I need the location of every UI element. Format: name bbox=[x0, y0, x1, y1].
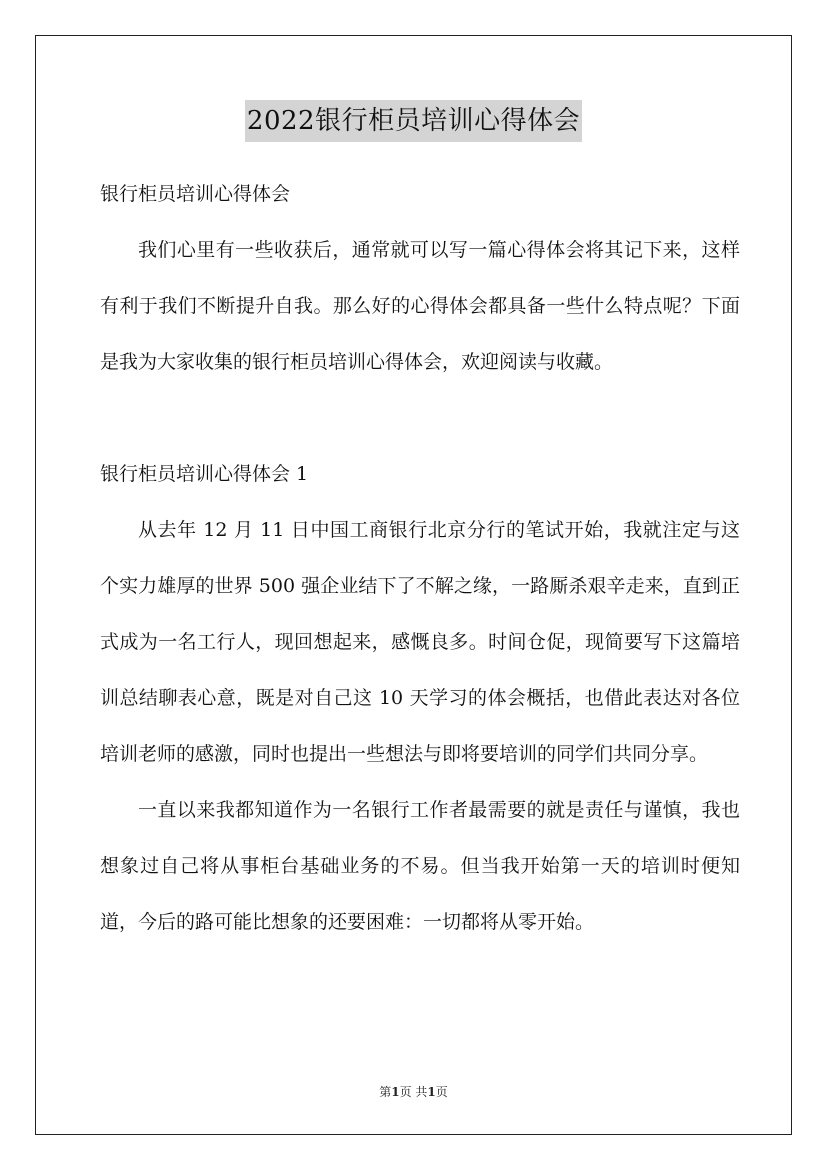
page-label-suffix: 页 bbox=[435, 1085, 448, 1099]
intro-paragraph: 我们心里有一些收获后，通常就可以写一篇心得体会将其记下来，这样有利于我们不断提升自我。那么好的心得体会都具备一些什么特点呢？下面是我为大家收集的银行柜员培训心得体会，欢迎阅读与收藏。 bbox=[100, 239, 740, 373]
page-label-prefix: 第 bbox=[379, 1085, 392, 1099]
page-total-number: 1 bbox=[427, 1085, 436, 1099]
section-heading: 银行柜员培训心得体会 1 bbox=[100, 463, 309, 485]
document-subtitle: 银行柜员培训心得体会 bbox=[100, 183, 291, 205]
document-body bbox=[100, 166, 740, 950]
page-footer bbox=[0, 1084, 827, 1100]
body-paragraph: 从去年 12 月 11 日中国工商银行北京分行的笔试开始，我就注定与这个实力雄厚的世界 500 强企业结下了不解之缘，一路厮杀艰辛走来，直到正式成为一名工行人，现回想起来，感慨良多。时间仓促，现简要写下这篇培训总结聊表心意，既是对自己这 10 天学习的体会概括，也借此表达对各位培训老师的感激，同时也提出一些想法与即将要培训的同学们共同分享。 bbox=[100, 519, 740, 765]
page-label-mid: 页 共 bbox=[399, 1085, 428, 1099]
body-paragraph: 一直以来我都知道作为一名银行工作者最需要的就是责任与谨慎，我也想象过自己将从事柜台基础业务的不易。但当我开始第一天的培训时便知道，今后的路可能比想象的还要困难：一切都将从零开始。 bbox=[100, 799, 740, 933]
title-container bbox=[0, 100, 827, 142]
paragraph-gap bbox=[100, 390, 740, 446]
page-current-number: 1 bbox=[391, 1085, 400, 1099]
document-title: 2022银行柜员培训心得体会 bbox=[245, 100, 582, 142]
